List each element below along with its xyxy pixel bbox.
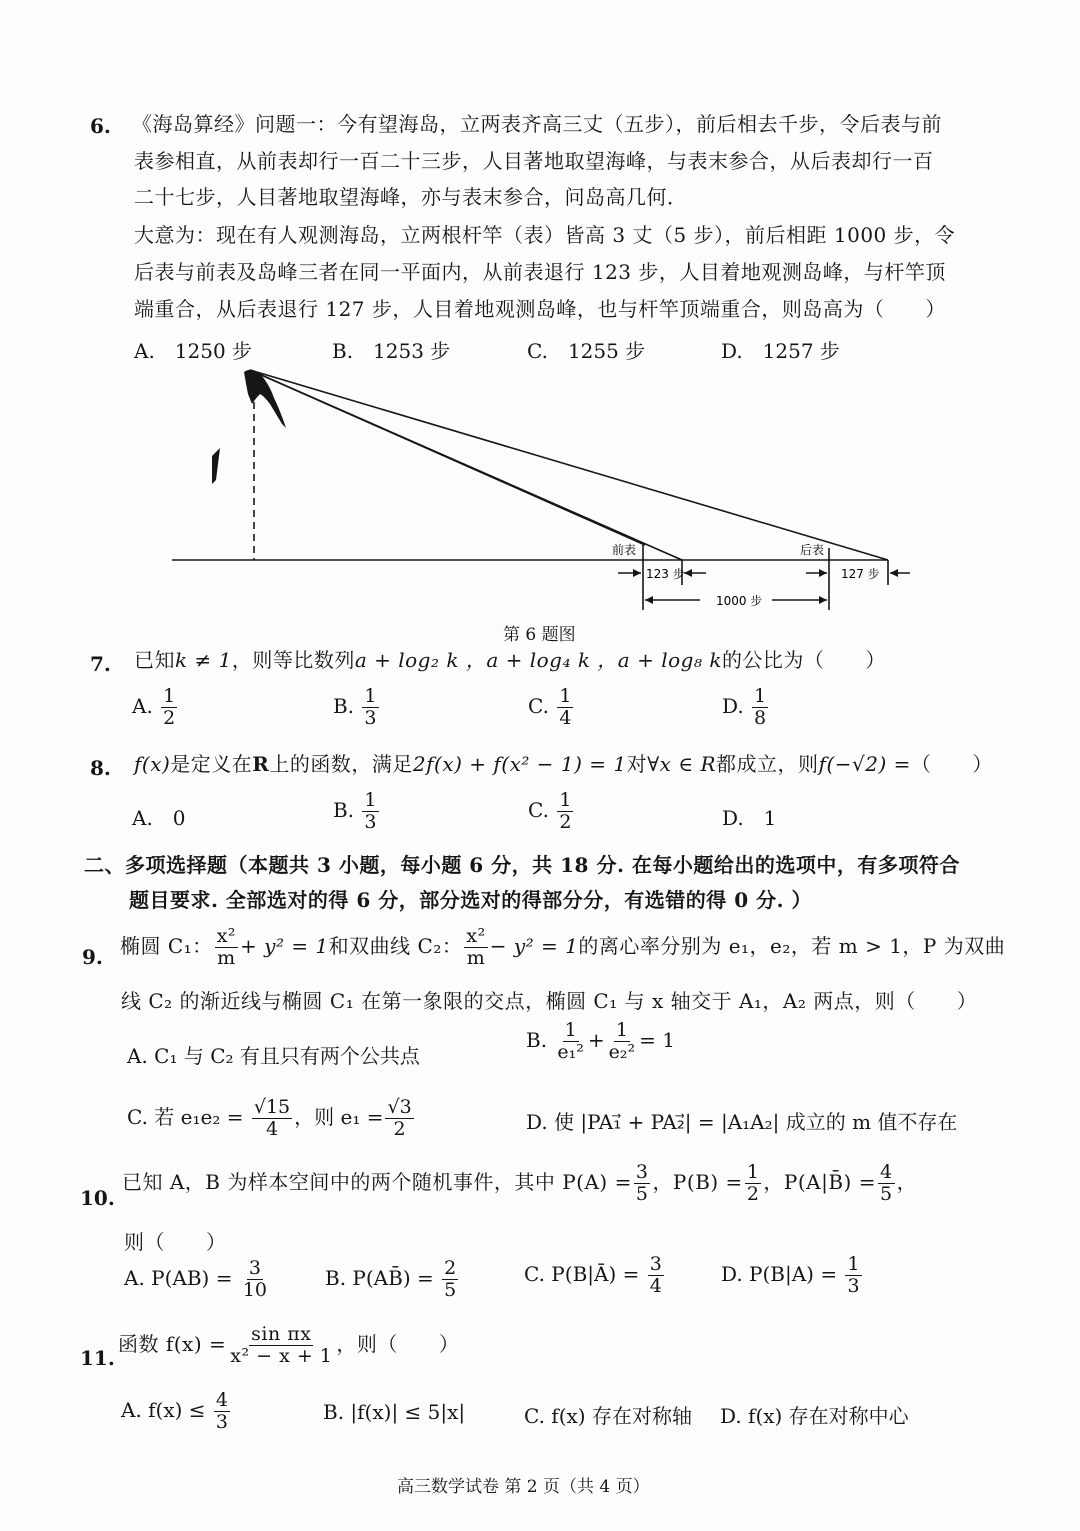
q11-stem: 函数 f(x) = $\frac{\text{sin πx}}{\text{x² − x + 1}}$ ，则（ ） [118,1323,460,1367]
section2-header-line2: 题目要求. 全部选对的得 6 分，部分选对的得部分分，有选错的得 0 分. ） [129,888,813,912]
q7-number: 7. [90,652,111,676]
front-pole-label: 前表 [612,543,637,557]
q7-option-b[interactable]: B. $\frac{1}{3}$ [333,685,377,729]
q9-stem: 椭圆 C₁： $\frac{\text{x²}}{m}$ + y² = 1和双曲线 C₂： $\frac{\text{x²}}{m}$ − y² = 1的离心率分别为 e₁，e₂，若 m > 1，P 为双曲 [120,925,1006,969]
q7-option-d[interactable]: D. $\frac{1}{8}$ [722,685,767,729]
q11-number: 11. [80,1346,115,1370]
q7-option-a[interactable]: A. $\frac{1}{2}$ [132,685,176,729]
q10-option-b[interactable]: B. P(AB̄) = $\frac{2}{5}$ [325,1257,457,1301]
q8-option-c[interactable]: C. $\frac{1}{2}$ [528,789,572,833]
q8-option-d[interactable]: D. 1 [722,806,777,830]
q6-option-c[interactable]: C. 1255 步 [527,339,646,363]
q11-option-b[interactable]: B. |f(x)| ≤ 5|x| [323,1400,466,1424]
q6-text-line6: 端重合，从后表退行 127 步，人目着地观测岛峰，也与杆竿顶端重合，则岛高为（ ） [134,297,946,321]
q10-number: 10. [80,1186,115,1210]
q9-option-b[interactable]: B. $\frac{1}{\text{e₁²}}$ + $\frac{1}{\text{e₂²}}$ = 1 [526,1019,675,1063]
q6-text-line2: 表参相直，从前表却行一百二十三步，人目著地取望海峰，与表末参合，从后表却行一百 [134,149,934,173]
q11-option-d[interactable]: D. f(x) 存在对称中心 [720,1404,909,1428]
sight-line-front-pole [250,370,645,545]
q6-option-a[interactable]: A. 1250 步 [134,339,253,363]
q6-text-line4: 大意为：现在有人观测海岛，立两根杆竿（表）皆高 3 丈（5 步），前后相距 1000 步，令 [134,223,956,247]
q7-option-c[interactable]: C. $\frac{1}{4}$ [528,685,572,729]
q6-figure-caption: 第 6 题图 [503,625,576,645]
q6-option-b[interactable]: B. 1253 步 [332,339,451,363]
dimension-127: 127 步 [841,567,880,581]
q10-option-a[interactable]: A. P(AB) = $\frac{3}{10}$ [124,1257,268,1301]
q9-option-c[interactable]: C. 若 e₁e₂ = $\frac{√15}{4}$ ，则 e₁ = $\frac{√3}{2}$ [127,1096,412,1140]
q8-option-a[interactable]: A. 0 [132,806,186,830]
q10-stem-line2: 则（ ） [124,1230,227,1254]
q6-number: 6. [90,114,111,138]
q8-number: 8. [90,756,111,780]
q9-option-d[interactable]: D. 使 |PA₁⃗ + PA₂⃗| = |A₁A₂| 成立的 m 值不存在 [526,1110,958,1134]
q6-option-d[interactable]: D. 1257 步 [721,339,840,363]
q8-stem: f(x)是定义在R上的函数，满足2f(x) + f(x² − 1) = 1对∀x ∈ R都成立，则f(−√2) =（ ） [134,752,993,776]
q11-option-a[interactable]: A. f(x) ≤ $\frac{4}{3}$ [121,1389,229,1433]
q10-option-c[interactable]: C. P(B|Ā) = $\frac{3}{4}$ [524,1253,662,1297]
q7-stem: 已知k ≠ 1，则等比数列a + log₂ k ，a + log₄ k ，a + log₈ k的公比为（ ） [134,648,886,672]
section2-header-line1: 二、多项选择题（本题共 3 小题，每小题 6 分，共 18 分. 在每小题给出的选项中，有多项符合 [84,853,960,877]
q8-option-b[interactable]: B. $\frac{1}{3}$ [333,789,377,833]
q9-stem-line2: 线 C₂ 的渐近线与椭圆 C₁ 在第一象限的交点，椭圆 C₁ 与 x 轴交于 A₁，A₂ 两点，则（ ） [121,989,978,1013]
back-pole-label: 后表 [800,543,825,557]
q6-text-line3: 二十七步，人目著地取望海峰，亦与表末参合，问岛高几何． [134,185,688,209]
q9-number: 9. [82,945,103,969]
dimension-1000: 1000 步 [716,594,763,608]
q6-figure [0,0,1080,640]
q10-option-d[interactable]: D. P(B|A) = $\frac{1}{3}$ [721,1253,860,1297]
page-footer: 高三数学试卷 第 2 页（共 4 页） [397,1477,650,1497]
q10-stem: 已知 A，B 为样本空间中的两个随机事件，其中 P(A) = $\frac{3}{5}$ ，P(B) = $\frac{1}{2}$ ，P(A|B̄) = $\frac{4}{5}$ ， [122,1161,918,1205]
q6-text-line1: 《海岛算经》问题一：今有望海岛，立两表齐高三丈（五步），前后相去千步，令后表与前 [132,112,942,136]
q6-text-line5: 后表与前表及岛峰三者在同一平面内，从前表退行 123 步，人目着地观测岛峰，与杆竿顶 [134,260,946,284]
q9-option-a[interactable]: A. C₁ 与 C₂ 有且只有两个公共点 [127,1044,420,1068]
dimension-123: 123 步 [646,567,685,581]
q11-option-c[interactable]: C. f(x) 存在对称轴 [524,1404,692,1428]
sight-line-back [250,370,888,560]
